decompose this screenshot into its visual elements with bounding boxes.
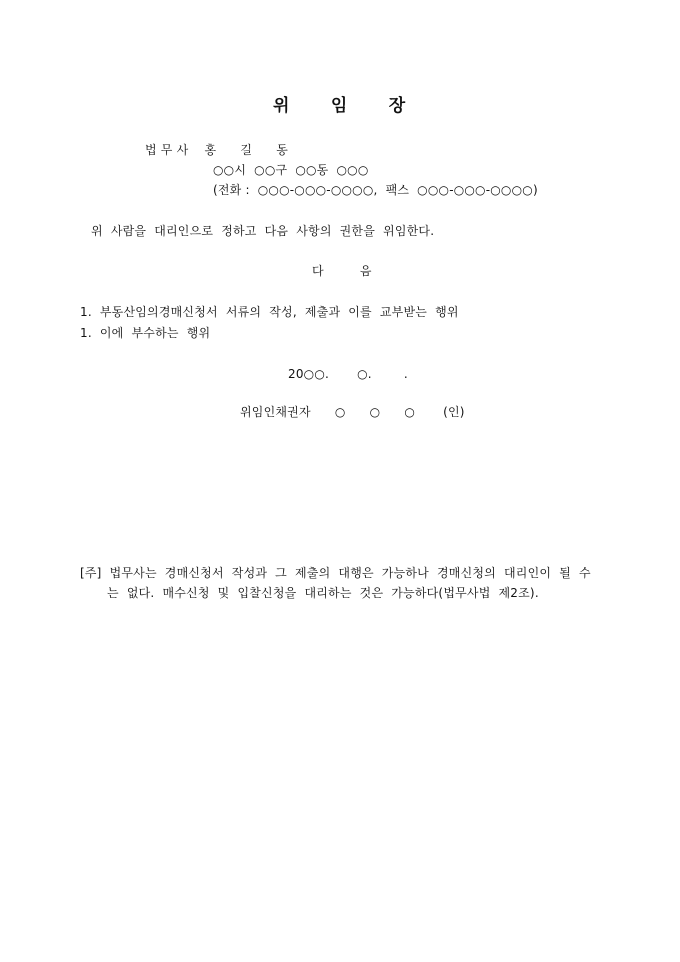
note-line-1: [주] 법무사는 경매신청서 작성과 그 제출의 대행은 가능하나 경매신청의 대리인이 될 수 — [80, 566, 591, 580]
list-item: 1. 부동산임의경매신청서 서류의 작성, 제출과 이를 교부받는 행위 — [80, 305, 459, 319]
agent-contact: (전화 : ○○○-○○○-○○○○, 팩스 ○○○-○○○-○○○○) — [213, 183, 538, 197]
delegation-statement: 위 사람을 대리인으로 정하고 다음 사항의 권한을 위임한다. — [91, 224, 435, 238]
document-title: 위 임 장 — [273, 96, 406, 116]
agent-name: 법 무 사 홍 길 동 — [145, 143, 289, 157]
note-line-2: 는 없다. 매수신청 및 입찰신청을 대리하는 것은 가능하다(법무사법 제2조). — [107, 586, 539, 600]
date-line: 20○○. ○. . — [288, 367, 408, 381]
grantor-signature-line: 위임인채권자 ○ ○ ○ (인) — [240, 405, 465, 419]
agent-address: ○○시 ○○구 ○○동 ○○○ — [213, 163, 369, 177]
list-item: 1. 이에 부수하는 행위 — [80, 326, 211, 340]
section-heading: 다 음 — [312, 264, 372, 278]
